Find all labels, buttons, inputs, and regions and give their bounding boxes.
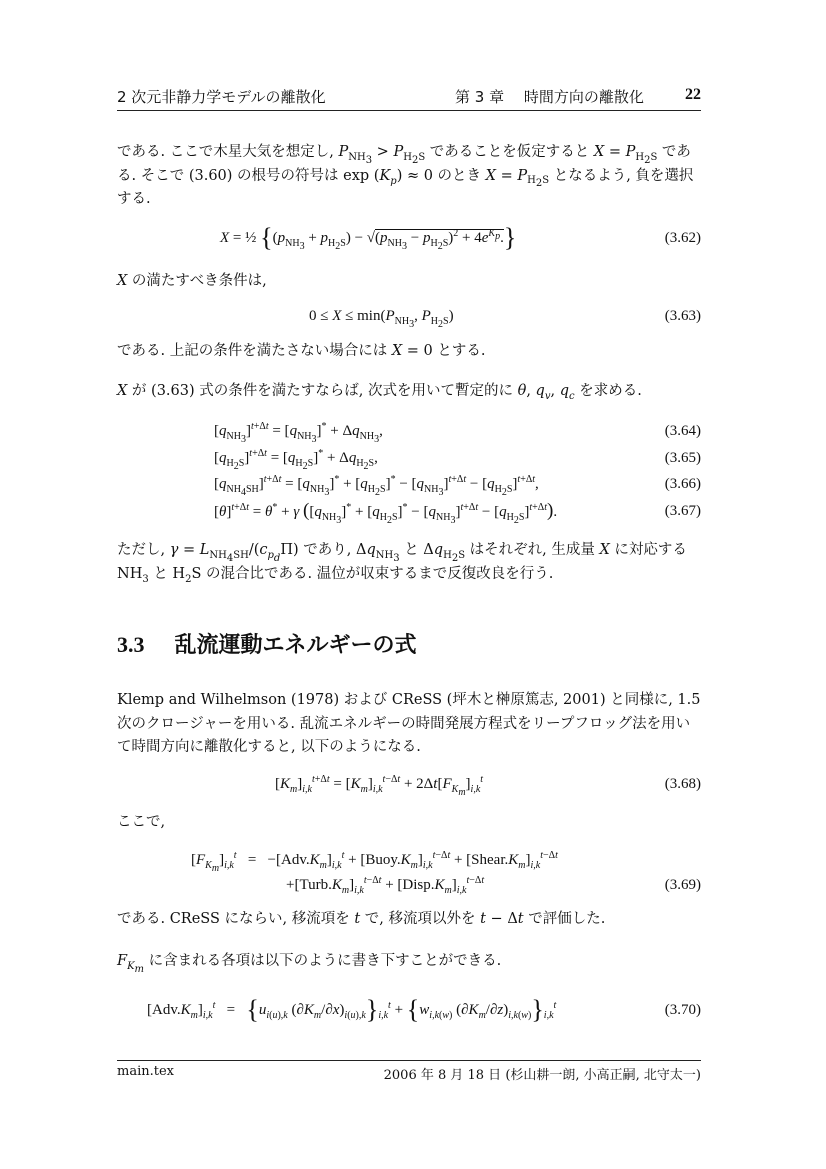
equation-3-69-line2	[117, 873, 701, 897]
equation-3-64	[117, 419, 701, 443]
equation-body: $[\theta]^{t+\Delta t} = \theta^* + \gamma$ $([q_{NH_3}]^* + [q_{H_2S}]^* - [q_{NH_3}]^{t+\Delta t} - [q_{H_2S}]^{t+\Delta t})$.	[214, 500, 558, 526]
equation-body: $[F_{K_m}]_{i,k}^t = -[Adv.K_m]_{i,k}^t$ + $[Buoy.K_m]_{i,k}^{t-\Delta t}$ + $[Shear.K_m]_{i,k}^{t-\Delta t}$	[191, 850, 558, 874]
paragraph: である. 上記の条件を満たさない場合には X = 0 とする.	[117, 343, 486, 359]
paragraph: である. ここで木星大気を想定し, $P_{NH_3} > P_{H_2S}$ であることを仮定すると $X = P_{H_2S}$ である. そこで (3.60) の根号の符号は $\exp (K_p) \approx 0$ のとき $X = P_{H_2S}$ となるよう, 負を選択する.	[117, 144, 694, 207]
section-heading	[117, 628, 417, 659]
footer-filename: main.tex	[117, 1064, 174, 1079]
equation-body: $[K_m]_{i,k}^{t+\Delta t} = [K_m]_{i,k}^{t-\Delta t} + 2\Delta t[F_{K_m}]_{i,k}^t$	[275, 774, 484, 798]
equation-3-66	[117, 472, 701, 496]
equation-body: $0 \le X \le \min(P_{NH_3}$, $P_{H_2S}$)	[309, 308, 454, 330]
paragraph: $F_{K_m}$ に含まれる各項は以下のように書き下すことができる.	[117, 953, 502, 975]
paragraph: X の満たすべき条件は,	[117, 273, 267, 289]
header-rule	[117, 110, 701, 111]
equation-3-63	[117, 304, 701, 328]
equation-number: (3.70)	[664, 1002, 701, 1018]
section-number: 3.3	[117, 632, 145, 657]
equation-number: (3.66)	[664, 476, 701, 492]
footer-rule	[117, 1060, 701, 1061]
equation-body: $[q_{NH_4SH}]^{t+\Delta t} = [q_{NH_3}]^* + [q_{H_2S}]^* - [q_{NH_3}]^{t+\Delta t} - [q_{H_2S}]^{t+\Delta t}$,	[214, 474, 539, 498]
equation-3-70	[117, 995, 701, 1024]
equation-number: (3.64)	[664, 423, 701, 439]
equation-3-67	[117, 499, 701, 526]
paragraph: である. CReSS にならい, 移流項を t で, 移流項以外を t − Δt で評価した.	[117, 911, 606, 927]
header-section-title: 2 次元非静力学モデルの離散化	[117, 88, 326, 106]
running-header	[117, 86, 701, 110]
paragraph: X が (3.63) 式の条件を満たすならば, 次式を用いて暫定的に θ, $q_v$, $q_c$ を求める.	[117, 383, 642, 402]
equation-body: $+[Turb.K_m]_{i,k}^{t-\Delta t}$ + $[Disp.K_m]_{i,k}^{t-\Delta t}$	[286, 875, 485, 896]
equation-body: X = ½ $\{(p_{NH_3} + p_{H_2S}) - √(p_{NH_3} - p_{H_2S})^2 + 4e^{K_p}.\}$	[220, 223, 517, 252]
equation-number: (3.63)	[664, 308, 701, 324]
paragraph: Klemp and Wilhelmson (1978) および CReSS (坪木と榊原篤志, 2001) と同様に, 1.5 次のクロージャーを用いる. 乱流エネルギーの時間発展方程式をリープフロッグ法を用いて時間方向に離散化すると, 以下のようになる.	[117, 692, 701, 755]
equation-3-69-line1	[117, 848, 701, 872]
footer-date-authors: 2006 年 8 月 18 日 (杉山耕一朗, 小高正嗣, 北守太一)	[383, 1068, 701, 1083]
header-chapter: 第 3 章 時間方向の離散化	[455, 88, 644, 106]
section-title: 乱流運動エネルギーの式	[174, 633, 417, 658]
equation-number: (3.69)	[664, 877, 701, 893]
equation-number: (3.68)	[664, 776, 701, 792]
equation-body: $[q_{H_2S}]^{t+\Delta t} = [q_{H_2S}]^* + \Delta q_{H_2S}$,	[214, 448, 378, 472]
paragraph: ただし, $\gamma = L_{NH_4SH}/(c_{p_d}\Pi)$ であり, $\Delta q_{NH_3}$ と $\Delta q_{H_2S}$ はそれぞれ, 生成量 X に対応する $NH_3$ と $H_2S$ の混合比である. 温位が収束するまで反復改良を行う.	[117, 542, 687, 585]
equation-number: (3.65)	[664, 450, 701, 466]
equation-number: (3.62)	[664, 230, 701, 246]
equation-number: (3.67)	[664, 503, 701, 519]
equation-body: $[q_{NH_3}]^{t+\Delta t} = [q_{NH_3}]^* + \Delta q_{NH_3}$,	[214, 421, 383, 445]
equation-body: $[Adv.K_m]_{i,k}^t = \{u_{i(u),k}$ $(\partial K_m/\partial x)_{i(u),k}\}_{i,k}^t + \{w_{i,k(w)}$ $(\partial K_m/\partial z)_{i,k(w)}\}_{i,k}^t$	[147, 995, 557, 1024]
equation-3-65	[117, 446, 701, 470]
equation-3-68	[117, 772, 701, 796]
paragraph: ここで,	[117, 814, 166, 830]
page-number: 22	[685, 86, 701, 103]
equation-3-62	[117, 223, 701, 252]
